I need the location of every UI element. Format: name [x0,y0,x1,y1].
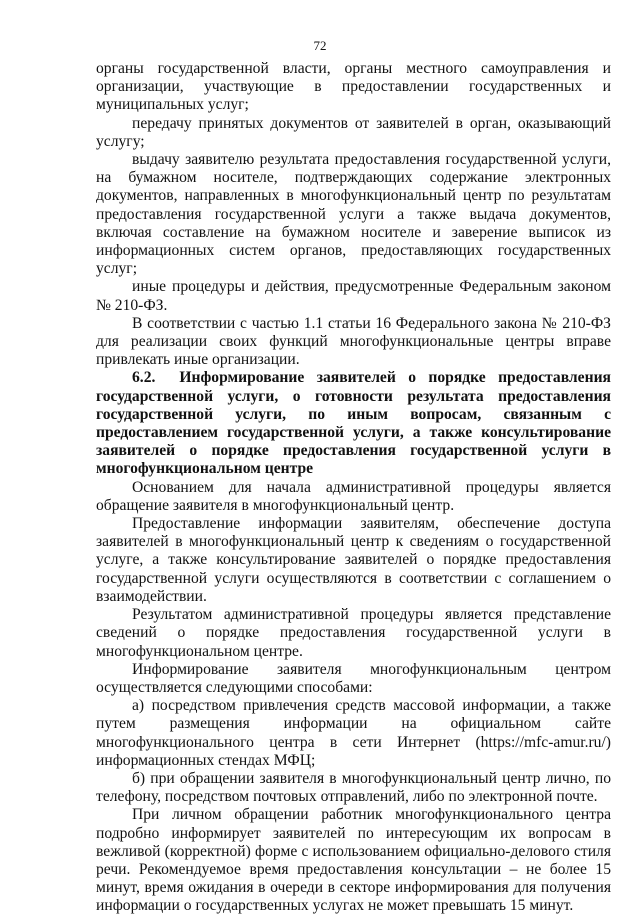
paragraph-methods-intro: Информирование заявителя многофункциональным центром осуществляется следующими способами: [96,660,611,696]
paragraph-issue-result: выдачу заявителю результата предоставления государственной услуги, на бумажном носителе, подтверждающих содержание электронных документов, направленных в многофункциональный центр по результатам предоставления государственной услуги а также выдача документов, включая составление на бумажном носителе и заверение выписок из информационных систем органов, предоставляющих государственных услуг; [96,151,611,278]
section-title: Информирование заявителей о порядке предоставления государственной услуги, о готовности результата предоставления государственной услуги, по иным вопросам, связанным с предоставлением государственной услуги, а также консультирование заявителей о порядке предоставления государственной услуги в многофункциональном центре [96,369,611,478]
page-number: 72 [313,38,327,53]
section-heading [96,369,611,478]
document-body [96,60,611,916]
paragraph-other-organizations: В соответствии с частью 1.1 статьи 16 Федерального закона № 210-ФЗ для реализации своих функций многофункциональные центры вправе привлекать иные организации. [96,314,611,369]
paragraph-consultation-time: При личном обращении работник многофункционального центра подробно информирует заявителей по интересующим их вопросам в вежливой (корректной) форме с использованием официально-делового стиля речи. Рекомендуемое время предоставления консультации – не более 15 минут, время ожидания в очереди в секторе информирования для получения информации о государственных услугах не может превышать 15 минут. [96,806,611,915]
paragraph-transfer-documents: передачу принятых документов от заявителей в орган, оказывающий услугу; [96,114,611,150]
list-item-mass-media: а) посредством привлечения средств массовой информации, а также путем размещения информации на официальном сайте многофункционального центра в сети Интернет (https://mfc-amur.ru/) информационных стендах МФЦ; [96,697,611,769]
section-number: 6.2. [132,369,156,387]
list-item-personal-contact: б) при обращении заявителя в многофункциональный центр лично, по телефону, посредством почтовых отправлений, либо по электронной почте. [96,769,611,806]
paragraph-result: Результатом административной процедуры является представление сведений о порядке предоставления государственной услуги в многофункциональном центре. [96,606,611,660]
paragraph-information-access: Предоставление информации заявителям, обеспечение доступа заявителей в многофункциональный центр к сведениям о государственной услуге, а также консультирование заявителей о порядке предоставления государственной услуги осуществляются в соответствии с соглашением о взаимодействии. [96,515,611,605]
paragraph-participants: органы государственной власти, органы местного самоуправления и организации, участвующие в предоставлении государственных и муниципальных услуг; [96,60,611,114]
paragraph-basis: Основанием для начала административной процедуры является обращение заявителя в многофункциональный центр. [96,478,611,514]
paragraph-other-procedures: иные процедуры и действия, предусмотренные Федеральным законом № 210-ФЗ. [96,278,611,314]
